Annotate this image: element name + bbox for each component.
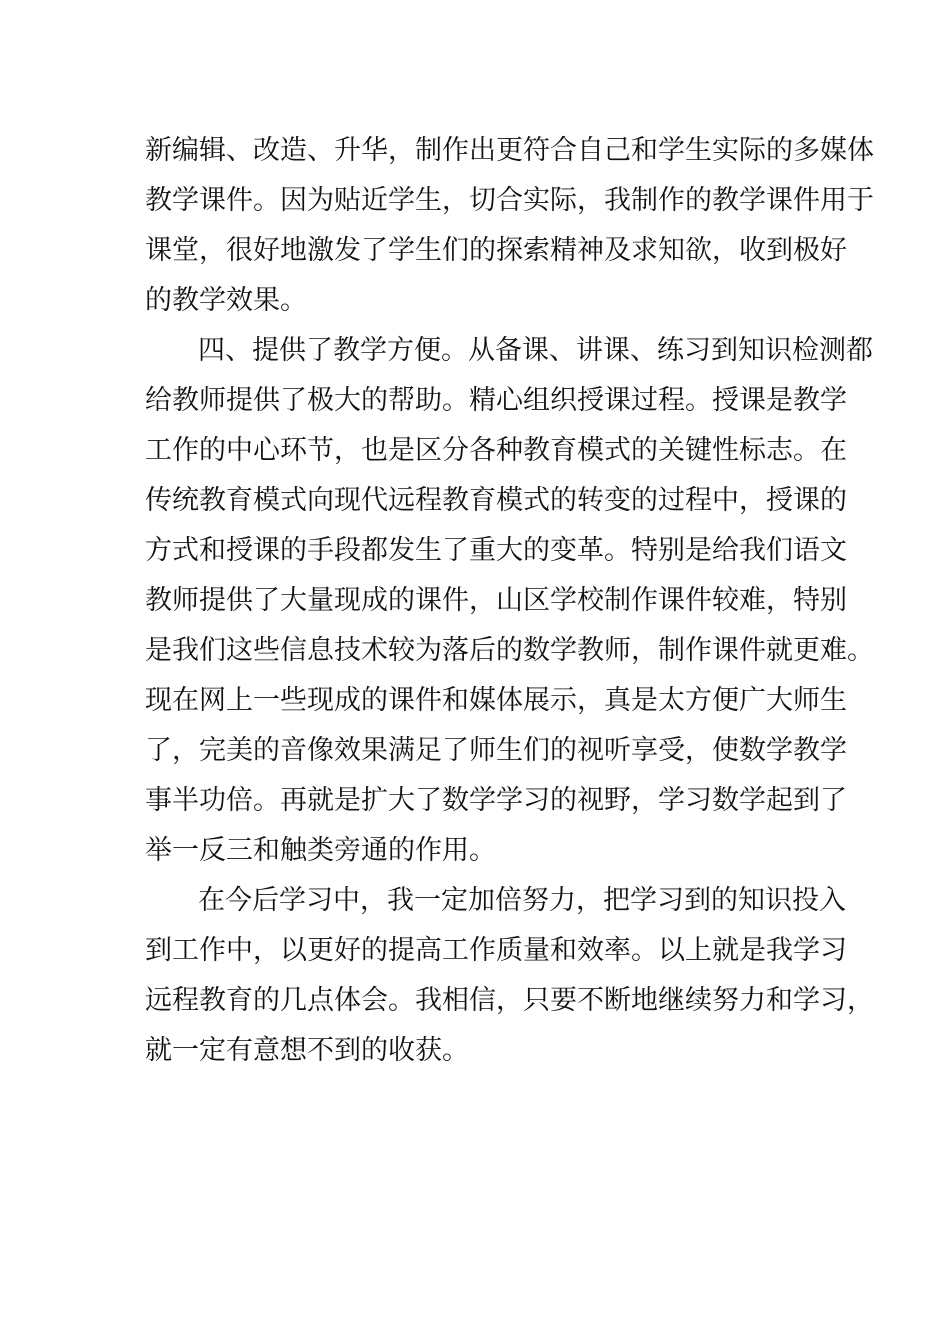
text-line: 新编辑、改造、升华，制作出更符合自己和学生实际的多媒体 <box>145 135 874 166</box>
document-body <box>145 126 874 1076</box>
text-line: 现在网上一些现成的课件和媒体展示，真是太方便广大师生 <box>145 685 847 716</box>
text-line: 工作的中心环节，也是区分各种教育模式的关键性标志。在 <box>145 435 847 466</box>
text-line: 课堂，很好地激发了学生们的探索精神及求知欲，收到极好 <box>145 235 847 266</box>
text-line: 四、提供了教学方便。从备课、讲课、练习到知识检测都 <box>198 335 873 366</box>
text-line: 教学课件。因为贴近学生，切合实际，我制作的教学课件用于 <box>145 185 874 216</box>
text-line: 了，完美的音像效果满足了师生们的视听享受，使数学教学 <box>145 735 847 766</box>
text-line: 是我们这些信息技术较为落后的数学教师，制作课件就更难。 <box>145 635 874 666</box>
paragraph-2 <box>145 326 874 876</box>
text-line: 在今后学习中，我一定加倍努力，把学习到的知识投入 <box>198 885 846 916</box>
paragraph-3 <box>145 876 874 1076</box>
text-line: 就一定有意想不到的收获。 <box>145 1035 469 1066</box>
text-line: 远程教育的几点体会。我相信，只要不断地继续努力和学习， <box>145 985 874 1016</box>
paragraph-1 <box>145 126 874 326</box>
text-line: 方式和授课的手段都发生了重大的变革。特别是给我们语文 <box>145 535 847 566</box>
text-line: 的教学效果。 <box>145 285 307 316</box>
text-line: 举一反三和触类旁通的作用。 <box>145 835 496 866</box>
text-line: 给教师提供了极大的帮助。精心组织授课过程。授课是教学 <box>145 385 847 416</box>
text-line: 教师提供了大量现成的课件，山区学校制作课件较难，特别 <box>145 585 847 616</box>
text-line: 到工作中，以更好的提高工作质量和效率。以上就是我学习 <box>145 935 847 966</box>
text-line: 事半功倍。再就是扩大了数学学习的视野，学习数学起到了 <box>145 785 847 816</box>
text-line: 传统教育模式向现代远程教育模式的转变的过程中，授课的 <box>145 485 847 516</box>
